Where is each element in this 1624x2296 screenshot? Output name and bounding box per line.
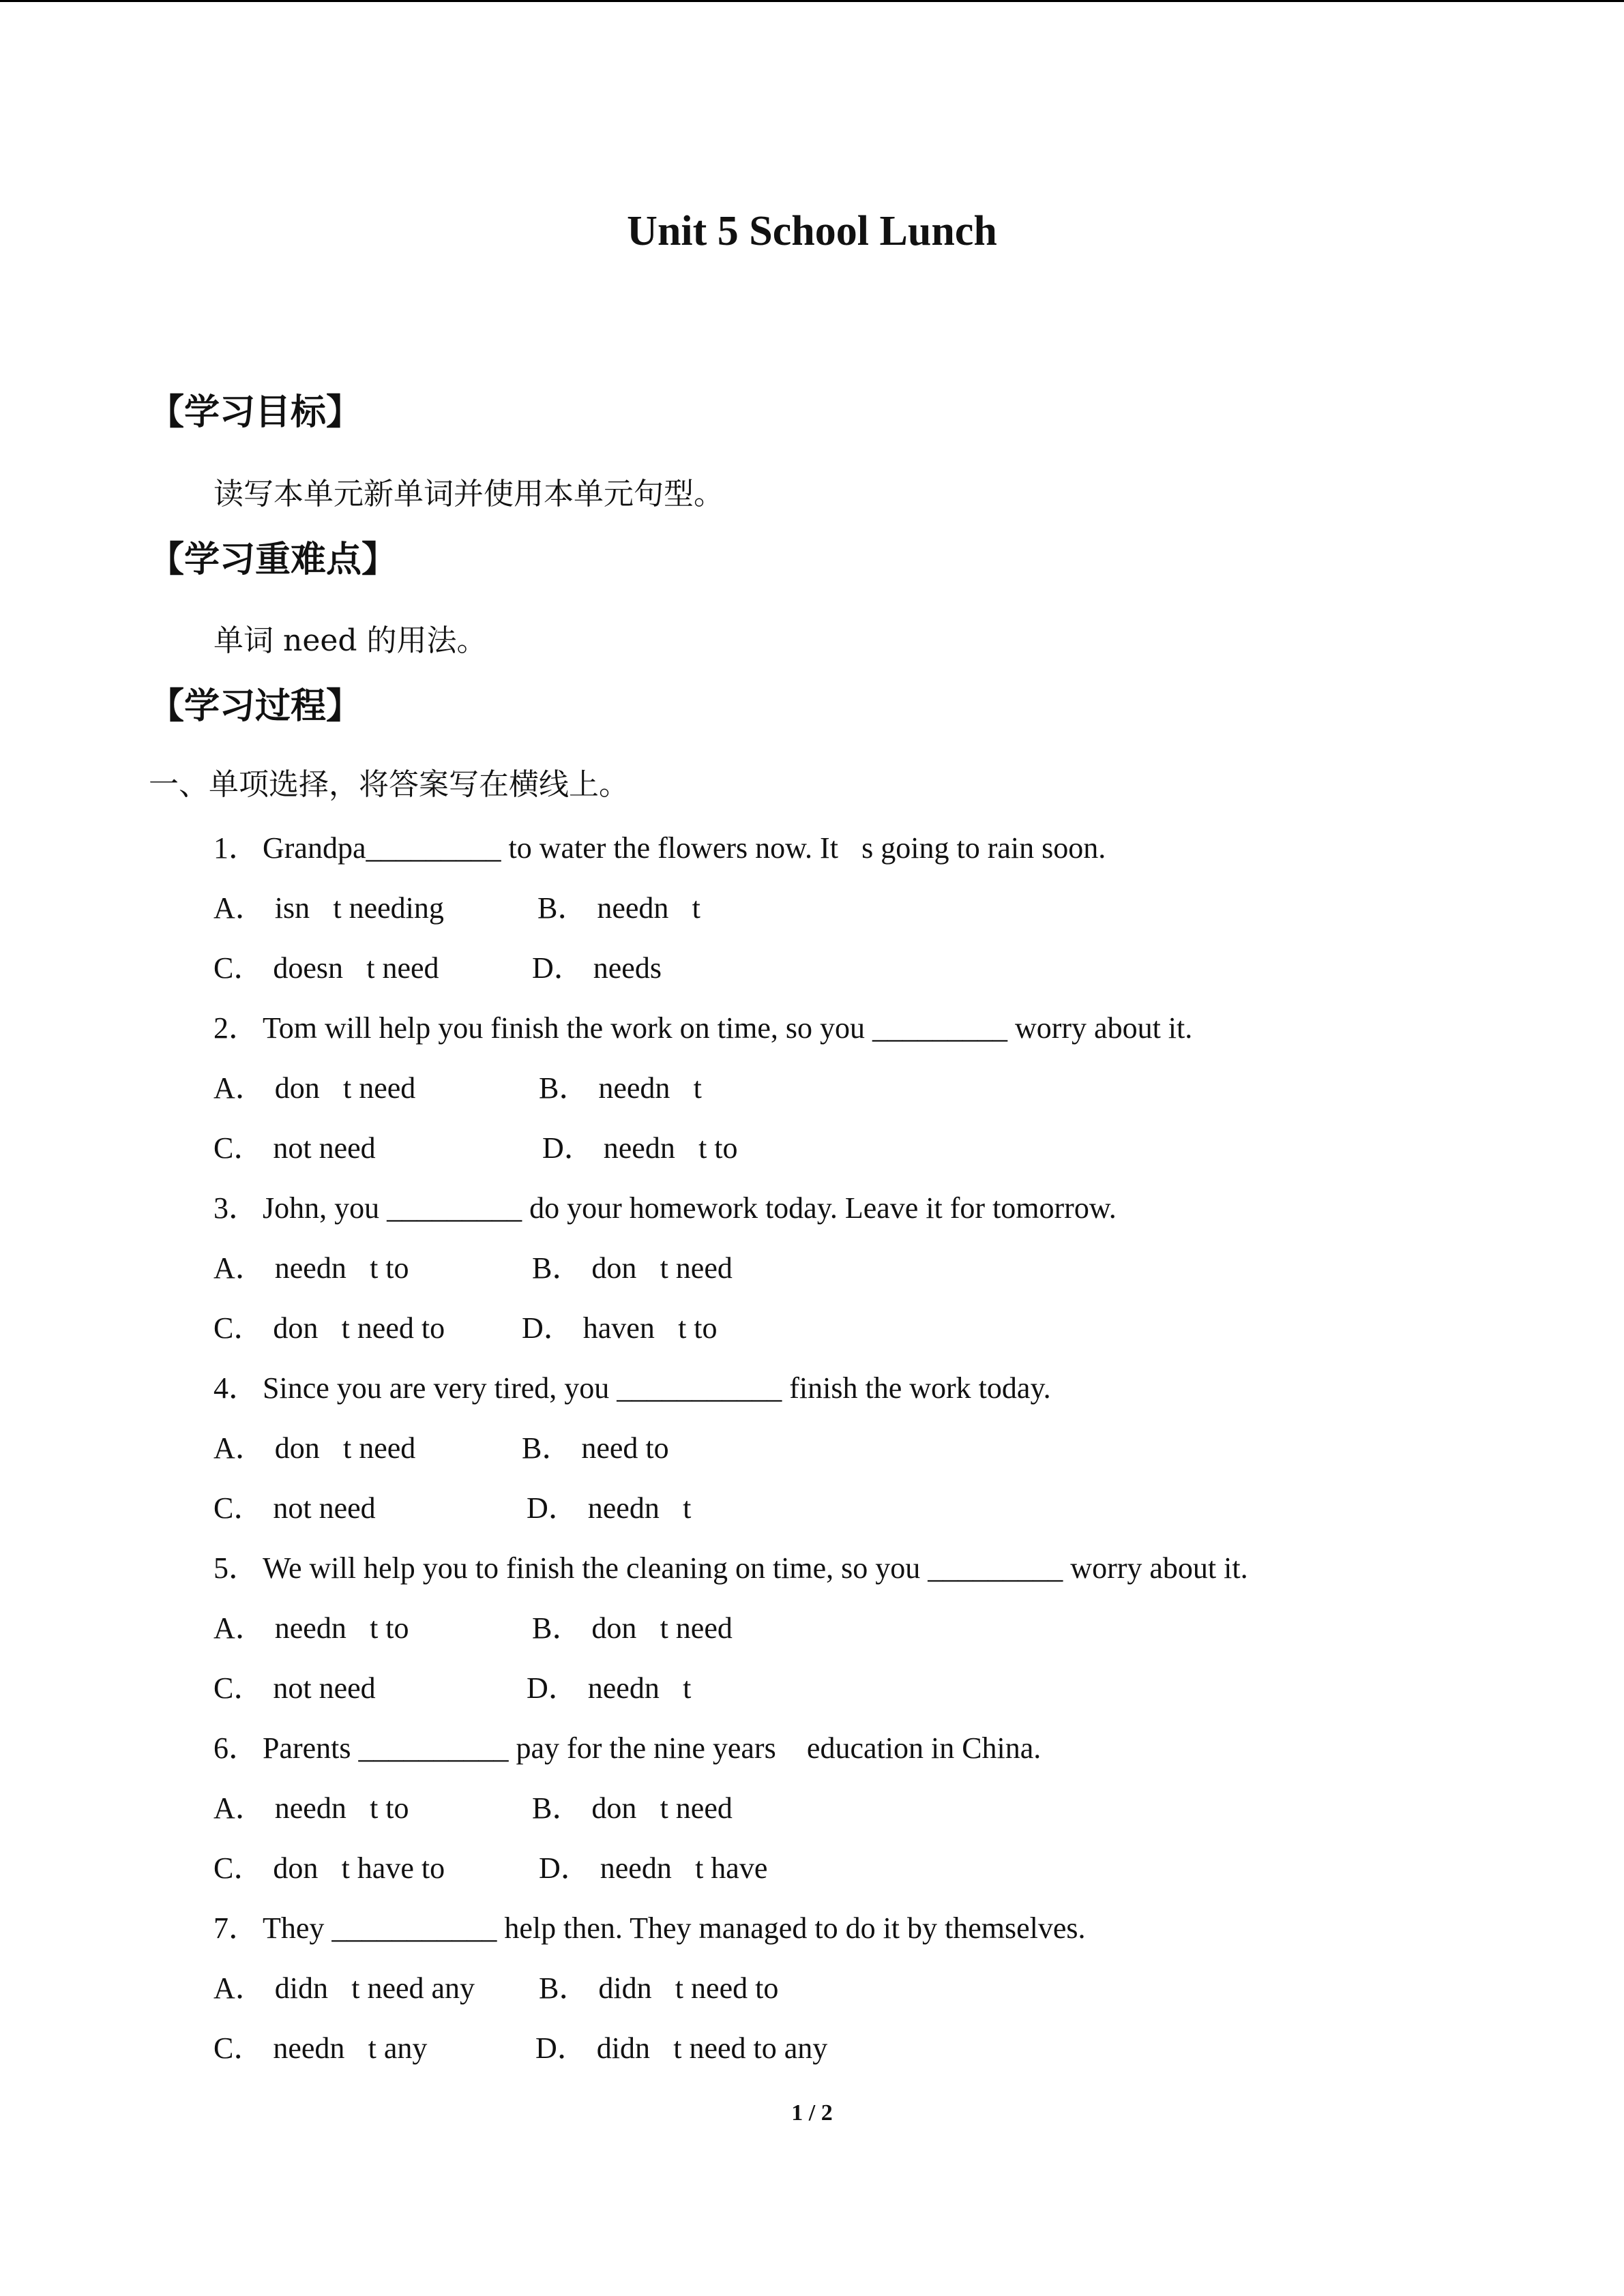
option-2b: B． needn t: [539, 1071, 702, 1105]
question-text: Grandpa_________ to water the flowers now. It s going to rain soon.: [263, 831, 1106, 865]
option-4a: A． don t need: [213, 1431, 416, 1465]
question-6: [213, 1733, 1041, 1763]
option-7d: D． didn t need to any: [535, 2031, 828, 2065]
question-3: [213, 1193, 1117, 1223]
option-6c: C． don t have to: [213, 1851, 445, 1885]
top-border-line: [0, 0, 1624, 2]
option-5a: A． needn t to: [213, 1611, 409, 1645]
question-5: [213, 1553, 1248, 1583]
question-number: 4．: [213, 1371, 259, 1405]
option-1a: A． isn t needing: [213, 891, 444, 925]
option-1c: C． doesn t need: [213, 951, 439, 985]
option-3d: D． haven t to: [522, 1311, 718, 1345]
question-text: We will help you to finish the cleaning on time, so you _________ worry about it.: [263, 1551, 1248, 1585]
option-7c: C． needn t any: [213, 2031, 428, 2065]
option-2c: C． not need: [213, 1131, 376, 1165]
option-4c: C． not need: [213, 1491, 376, 1525]
option-2d: D． needn t to: [542, 1131, 738, 1165]
option-6a: A． needn t to: [213, 1791, 409, 1825]
question-number: 2．: [213, 1011, 259, 1045]
option-6b: B． don t need: [532, 1791, 733, 1825]
option-5c: C． not need: [213, 1671, 376, 1705]
option-5b: B． don t need: [532, 1611, 733, 1645]
option-1d: D． needs: [532, 951, 662, 985]
question-text: John, you _________ do your homework today. Leave it for tomorrow.: [263, 1191, 1117, 1225]
learning-goals-text: 读写本单元新单词并使用本单元句型。: [213, 477, 724, 511]
page-title: Unit 5 School Lunch: [627, 208, 997, 254]
question-number: 3．: [213, 1191, 259, 1225]
question-text: Parents __________ pay for the nine years  education in China.: [263, 1731, 1042, 1765]
exercise-instruction: 一、单项选择，将答案写在横线上。: [149, 767, 629, 802]
heading-key-points: 【学习重难点】: [149, 539, 398, 580]
option-4d: D． needn t: [527, 1491, 692, 1525]
question-number: 6．: [213, 1731, 259, 1765]
page-number: 1 / 2: [791, 2100, 833, 2126]
option-7b: B． didn t need to: [539, 1971, 779, 2005]
option-2a: A． don t need: [213, 1071, 416, 1105]
question-text: They ___________ help then. They managed to do it by themselves.: [263, 1911, 1086, 1945]
question-7: [213, 1913, 1086, 1943]
question-text: Tom will help you finish the work on time, so you _________ worry about it.: [263, 1011, 1193, 1045]
option-3b: B． don t need: [532, 1251, 733, 1285]
option-4b: B． need to: [522, 1431, 669, 1465]
option-1b: B． needn t: [537, 891, 700, 925]
option-7a: A． didn t need any: [213, 1971, 475, 2005]
heading-learning-process: 【学习过程】: [149, 686, 362, 727]
question-text: Since you are very tired, you ___________ finish the work today.: [263, 1371, 1051, 1405]
question-number: 7．: [213, 1911, 259, 1945]
question-number: 1．: [213, 831, 259, 865]
question-1: [213, 833, 1106, 863]
heading-learning-goals: 【学习目标】: [149, 392, 362, 433]
option-5d: D． needn t: [527, 1671, 692, 1705]
option-3c: C． don t need to: [213, 1311, 445, 1345]
question-4: [213, 1373, 1051, 1403]
option-3a: A． needn t to: [213, 1251, 409, 1285]
option-6d: D． needn t have: [539, 1851, 768, 1885]
question-2: [213, 1013, 1192, 1043]
question-number: 5．: [213, 1551, 259, 1585]
key-points-text: 单词 need 的用法。: [213, 623, 487, 658]
